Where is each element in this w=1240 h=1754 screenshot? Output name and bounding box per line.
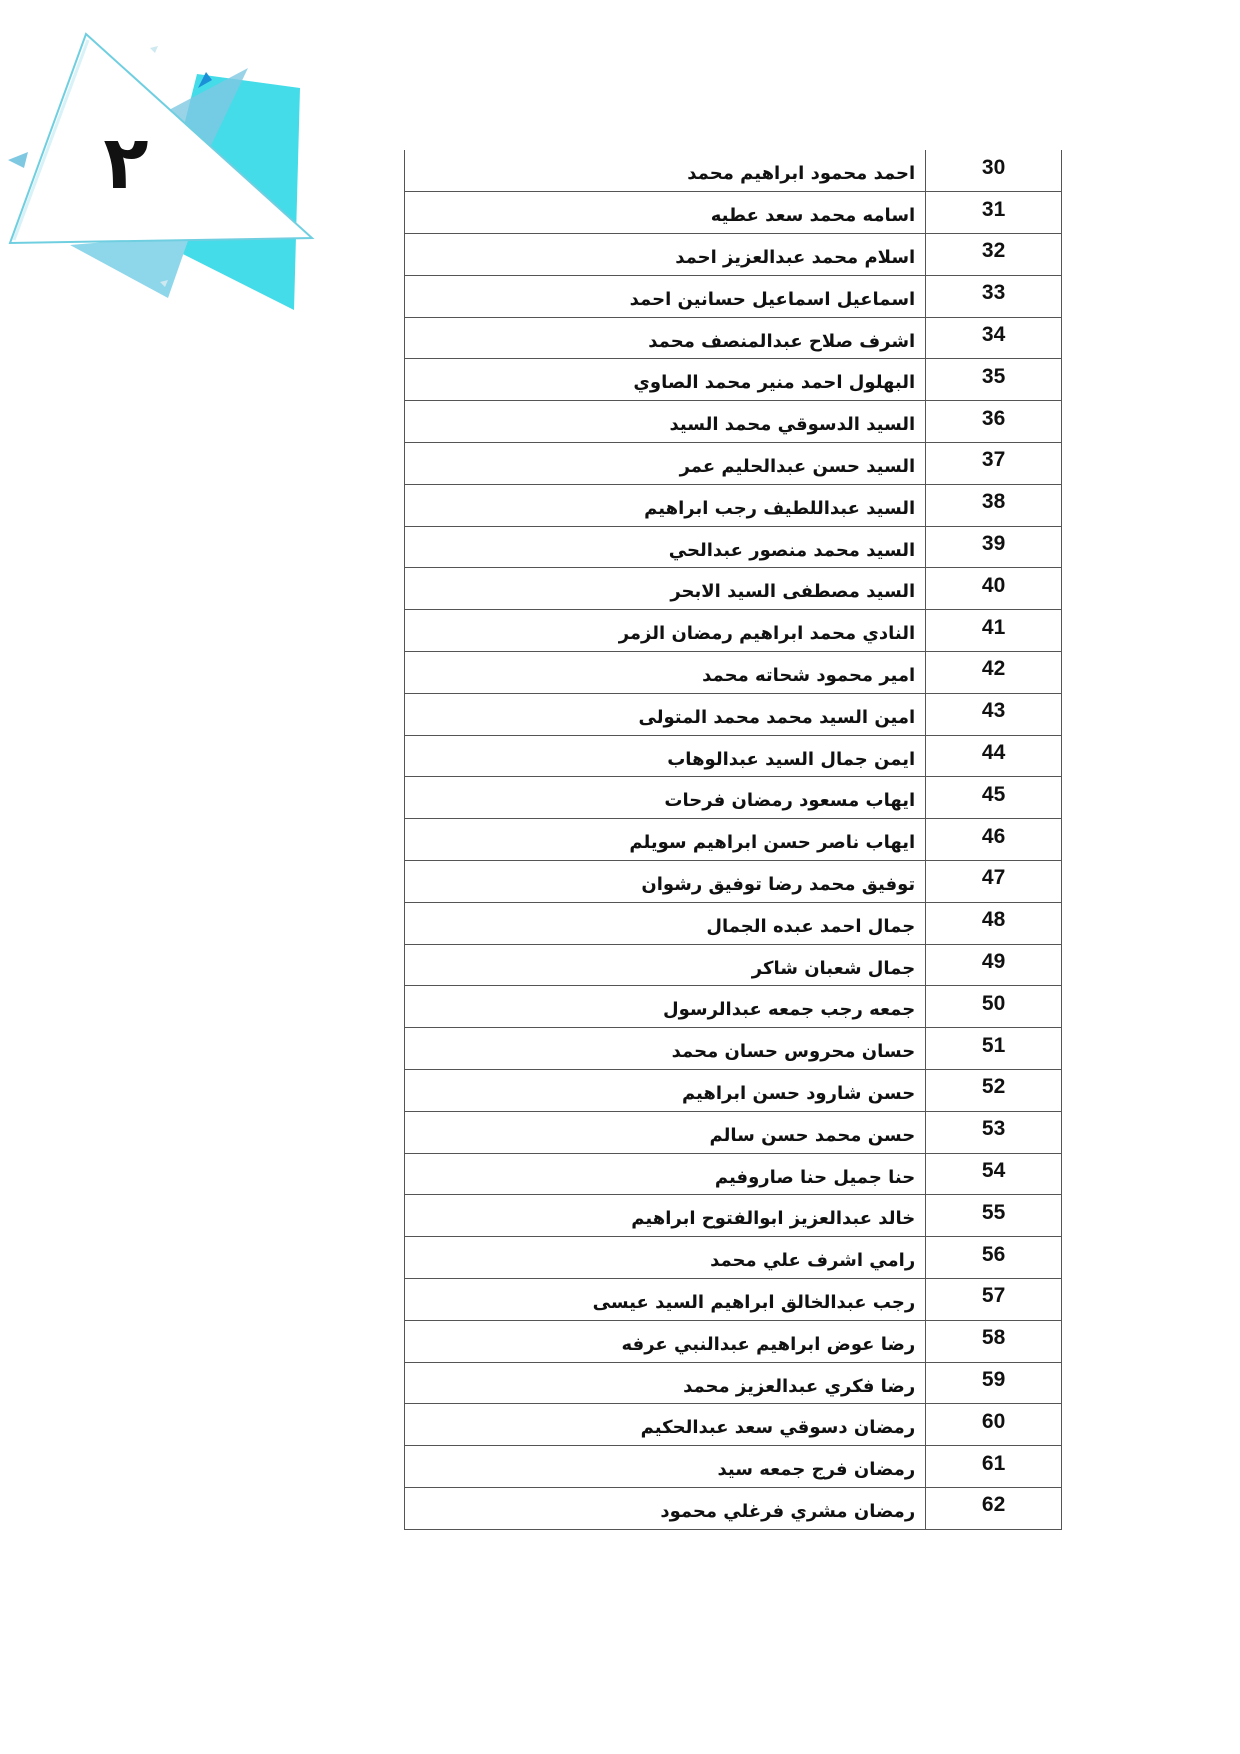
- number-cell: 50: [926, 986, 1062, 1028]
- table-row: [405, 1320, 1062, 1362]
- name-cell: السيد الدسوقي محمد السيد: [405, 401, 926, 443]
- name-cell: ايمن جمال السيد عبدالوهاب: [405, 735, 926, 777]
- number-cell: 51: [926, 1028, 1062, 1070]
- table-row: [405, 777, 1062, 819]
- table-row: [405, 484, 1062, 526]
- table-row: [405, 1070, 1062, 1112]
- table-row: [405, 1446, 1062, 1488]
- number-cell: 41: [926, 610, 1062, 652]
- number-cell: 43: [926, 693, 1062, 735]
- number-cell: 31: [926, 192, 1062, 234]
- table-row: [405, 401, 1062, 443]
- name-cell: السيد محمد منصور عبدالحي: [405, 526, 926, 568]
- table-row: [405, 1111, 1062, 1153]
- number-cell: 62: [926, 1488, 1062, 1530]
- table-row: [405, 1279, 1062, 1321]
- table-row: [405, 819, 1062, 861]
- number-cell: 45: [926, 777, 1062, 819]
- name-cell: حنا جميل حنا صاروفيم: [405, 1153, 926, 1195]
- table-row: [405, 359, 1062, 401]
- name-cell: رمضان مشري فرغلي محمود: [405, 1488, 926, 1530]
- number-cell: 54: [926, 1153, 1062, 1195]
- name-cell: رمضان فرج جمعه سيد: [405, 1446, 926, 1488]
- small-gray-triangle-shape: [150, 46, 158, 53]
- number-cell: 32: [926, 234, 1062, 276]
- table-row: [405, 150, 1062, 192]
- number-cell: 55: [926, 1195, 1062, 1237]
- name-cell: احمد محمود ابراهيم محمد: [405, 150, 926, 192]
- name-cell: اسماعيل اسماعيل حسانين احمد: [405, 275, 926, 317]
- table-row: [405, 652, 1062, 694]
- name-cell: رامي اشرف علي محمد: [405, 1237, 926, 1279]
- number-cell: 60: [926, 1404, 1062, 1446]
- name-cell: البهلول احمد منير محمد الصاوي: [405, 359, 926, 401]
- name-cell: اسامه محمد سعد عطيه: [405, 192, 926, 234]
- lower-blue-triangle-shape: [70, 235, 190, 298]
- table-row: [405, 1237, 1062, 1279]
- name-cell: ايهاب ناصر حسن ابراهيم سويلم: [405, 819, 926, 861]
- table-row: [405, 1404, 1062, 1446]
- name-cell: ايهاب مسعود رمضان فرحات: [405, 777, 926, 819]
- table-row: [405, 443, 1062, 485]
- number-cell: 38: [926, 484, 1062, 526]
- table-row: [405, 735, 1062, 777]
- name-cell: السيد مصطفى السيد الابحر: [405, 568, 926, 610]
- table-row: [405, 610, 1062, 652]
- number-cell: 48: [926, 902, 1062, 944]
- small-left-triangle-shape: [8, 152, 28, 168]
- table-row: [405, 234, 1062, 276]
- number-cell: 56: [926, 1237, 1062, 1279]
- name-cell: خالد عبدالعزيز ابوالفتوح ابراهيم: [405, 1195, 926, 1237]
- table-row: [405, 275, 1062, 317]
- number-cell: 47: [926, 861, 1062, 903]
- name-cell: جمال احمد عبده الجمال: [405, 902, 926, 944]
- number-cell: 36: [926, 401, 1062, 443]
- number-cell: 39: [926, 526, 1062, 568]
- name-cell: امين السيد محمد محمد المتولى: [405, 693, 926, 735]
- table-row: [405, 1195, 1062, 1237]
- number-cell: 33: [926, 275, 1062, 317]
- name-cell: النادي محمد ابراهيم رمضان الزمر: [405, 610, 926, 652]
- number-cell: 52: [926, 1070, 1062, 1112]
- names-table: [404, 150, 1062, 1530]
- name-cell: رضا عوض ابراهيم عبدالنبي عرفه: [405, 1320, 926, 1362]
- number-cell: 30: [926, 150, 1062, 192]
- number-cell: 35: [926, 359, 1062, 401]
- name-cell: رجب عبدالخالق ابراهيم السيد عيسى: [405, 1279, 926, 1321]
- table-row: [405, 861, 1062, 903]
- table-row: [405, 1028, 1062, 1070]
- table-row: [405, 1362, 1062, 1404]
- name-cell: جمعه رجب جمعه عبدالرسول: [405, 986, 926, 1028]
- name-cell: السيد عبداللطيف رجب ابراهيم: [405, 484, 926, 526]
- table-row: [405, 986, 1062, 1028]
- number-cell: 46: [926, 819, 1062, 861]
- number-cell: 40: [926, 568, 1062, 610]
- table-row: [405, 1488, 1062, 1530]
- name-cell: امير محمود شحاته محمد: [405, 652, 926, 694]
- number-cell: 44: [926, 735, 1062, 777]
- table-row: [405, 902, 1062, 944]
- name-cell: توفيق محمد رضا توفيق رشوان: [405, 861, 926, 903]
- number-cell: 59: [926, 1362, 1062, 1404]
- name-cell: حسان محروس حسان محمد: [405, 1028, 926, 1070]
- table-row: [405, 693, 1062, 735]
- name-cell: اسلام محمد عبدالعزيز احمد: [405, 234, 926, 276]
- table-row: [405, 568, 1062, 610]
- number-cell: 61: [926, 1446, 1062, 1488]
- names-table-body: [405, 150, 1062, 1529]
- table-row: [405, 526, 1062, 568]
- corner-triangle-decoration: [0, 0, 340, 340]
- name-cell: حسن محمد حسن سالم: [405, 1111, 926, 1153]
- name-cell: حسن شارود حسن ابراهيم: [405, 1070, 926, 1112]
- table-row: [405, 192, 1062, 234]
- table-row: [405, 1153, 1062, 1195]
- name-cell: جمال شعبان شاكر: [405, 944, 926, 986]
- name-cell: رضا فكري عبدالعزيز محمد: [405, 1362, 926, 1404]
- number-cell: 57: [926, 1279, 1062, 1321]
- name-cell: اشرف صلاح عبدالمنصف محمد: [405, 317, 926, 359]
- page-number: ٢: [103, 120, 149, 206]
- table-row: [405, 317, 1062, 359]
- table-row: [405, 944, 1062, 986]
- number-cell: 34: [926, 317, 1062, 359]
- number-cell: 53: [926, 1111, 1062, 1153]
- number-cell: 37: [926, 443, 1062, 485]
- name-cell: السيد حسن عبدالحليم عمر: [405, 443, 926, 485]
- number-cell: 58: [926, 1320, 1062, 1362]
- number-cell: 42: [926, 652, 1062, 694]
- number-cell: 49: [926, 944, 1062, 986]
- name-cell: رمضان دسوقي سعد عبدالحكيم: [405, 1404, 926, 1446]
